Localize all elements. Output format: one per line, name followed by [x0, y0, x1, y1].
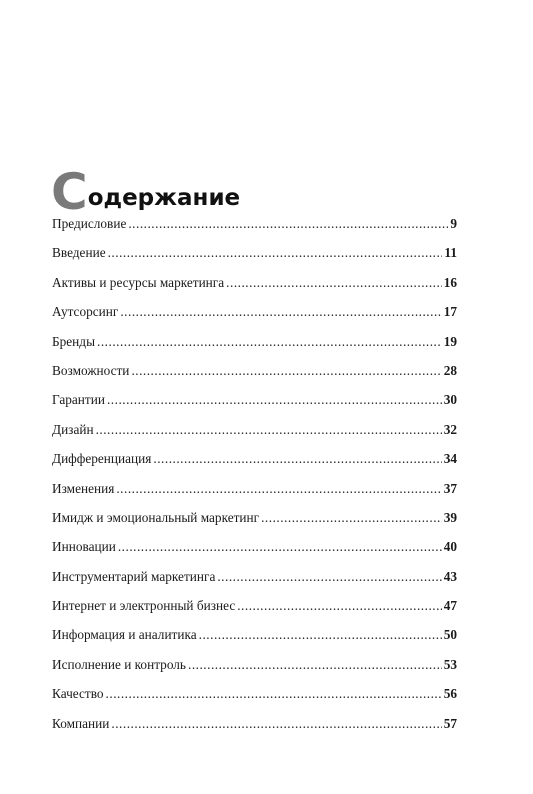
toc-entry-title: Бренды — [52, 333, 96, 349]
toc-entry-title: Предисловие — [52, 216, 127, 231]
toc-entry-page-number: 16 — [443, 274, 457, 290]
toc-entry-page-number: 28 — [443, 362, 457, 378]
dot-leader — [153, 451, 441, 467]
toc-entry-page-number: 17 — [443, 304, 457, 320]
toc-entry-title: Интернет и электронный бизнес — [52, 598, 236, 614]
dot-leader — [96, 422, 442, 438]
dot-leader — [199, 627, 442, 643]
title-rest: одержание — [87, 185, 241, 212]
toc-entry — [52, 481, 457, 510]
dot-leader — [107, 392, 442, 408]
toc-entry — [52, 363, 457, 392]
toc-entry — [52, 539, 457, 568]
toc-entry-page-number: 37 — [443, 480, 457, 496]
dot-leader — [120, 304, 441, 320]
toc-entry-title: Исполнение и контроль — [52, 656, 186, 672]
dot-leader — [108, 245, 443, 261]
toc-entry — [52, 304, 457, 333]
toc-entry-title: Инновации — [52, 539, 116, 555]
toc-entry-page-number: 40 — [443, 539, 457, 555]
dot-leader — [116, 481, 441, 497]
toc-entry-page-number: 19 — [443, 333, 457, 349]
toc-entry — [52, 657, 457, 686]
toc-entry-title: Гарантии — [52, 392, 105, 408]
title-initial-letter: С — [51, 163, 87, 222]
toc-entry-page-number: 39 — [443, 509, 457, 525]
toc-entry-title: Введение — [52, 245, 106, 261]
toc-entry — [52, 686, 457, 715]
toc-entry-title: Возможности — [52, 362, 130, 378]
toc-entry-title: Качество — [52, 686, 104, 702]
toc-entry-title: Активы и ресурсы маркетинга — [52, 274, 225, 290]
toc-entry-title: Компании — [52, 715, 110, 731]
dot-leader — [226, 275, 442, 291]
toc-entry — [52, 627, 457, 656]
toc-entry-page-number: 32 — [443, 421, 457, 437]
toc-entry-page-number: 50 — [443, 627, 457, 643]
toc-entry — [52, 451, 457, 480]
toc-entry-page-number: 56 — [443, 686, 457, 702]
toc-entry-title: Имидж и эмоциональный маркетинг — [52, 509, 260, 525]
page-title — [51, 163, 241, 222]
toc-entry-page-number: 30 — [443, 392, 457, 408]
toc-entry-page-number: 47 — [443, 598, 457, 614]
toc-entry-title: Изменения — [52, 480, 115, 496]
toc-entry — [52, 334, 457, 363]
toc-entry — [52, 216, 457, 245]
toc-entry-title: Дифференциация — [52, 451, 152, 467]
toc-entry-page-number: 34 — [443, 451, 457, 467]
dot-leader — [217, 569, 441, 585]
dot-leader — [128, 216, 448, 232]
dot-leader — [188, 657, 442, 673]
table-of-contents — [52, 216, 457, 745]
dot-leader — [237, 598, 441, 614]
dot-leader — [261, 510, 442, 526]
toc-entry-page-number: 9 — [450, 216, 457, 231]
toc-entry-page-number: 11 — [444, 245, 457, 261]
dot-leader — [106, 686, 442, 702]
dot-leader — [97, 334, 442, 350]
dot-leader — [111, 716, 441, 732]
toc-entry — [52, 392, 457, 421]
toc-entry-page-number: 43 — [443, 568, 457, 584]
toc-entry — [52, 716, 457, 745]
toc-entry-title: Аутсорсинг — [52, 304, 119, 320]
toc-entry — [52, 275, 457, 304]
toc-entry — [52, 569, 457, 598]
toc-entry — [52, 598, 457, 627]
toc-entry — [52, 422, 457, 451]
toc-entry-title: Инструментарий маркетинга — [52, 568, 216, 584]
dot-leader — [131, 363, 441, 379]
toc-entry — [52, 245, 457, 274]
toc-entry-title: Дизайн — [52, 421, 94, 437]
toc-entry — [52, 510, 457, 539]
dot-leader — [118, 539, 442, 555]
toc-entry-title: Информация и аналитика — [52, 627, 197, 643]
toc-entry-page-number: 53 — [443, 656, 457, 672]
toc-entry-page-number: 57 — [443, 715, 457, 731]
